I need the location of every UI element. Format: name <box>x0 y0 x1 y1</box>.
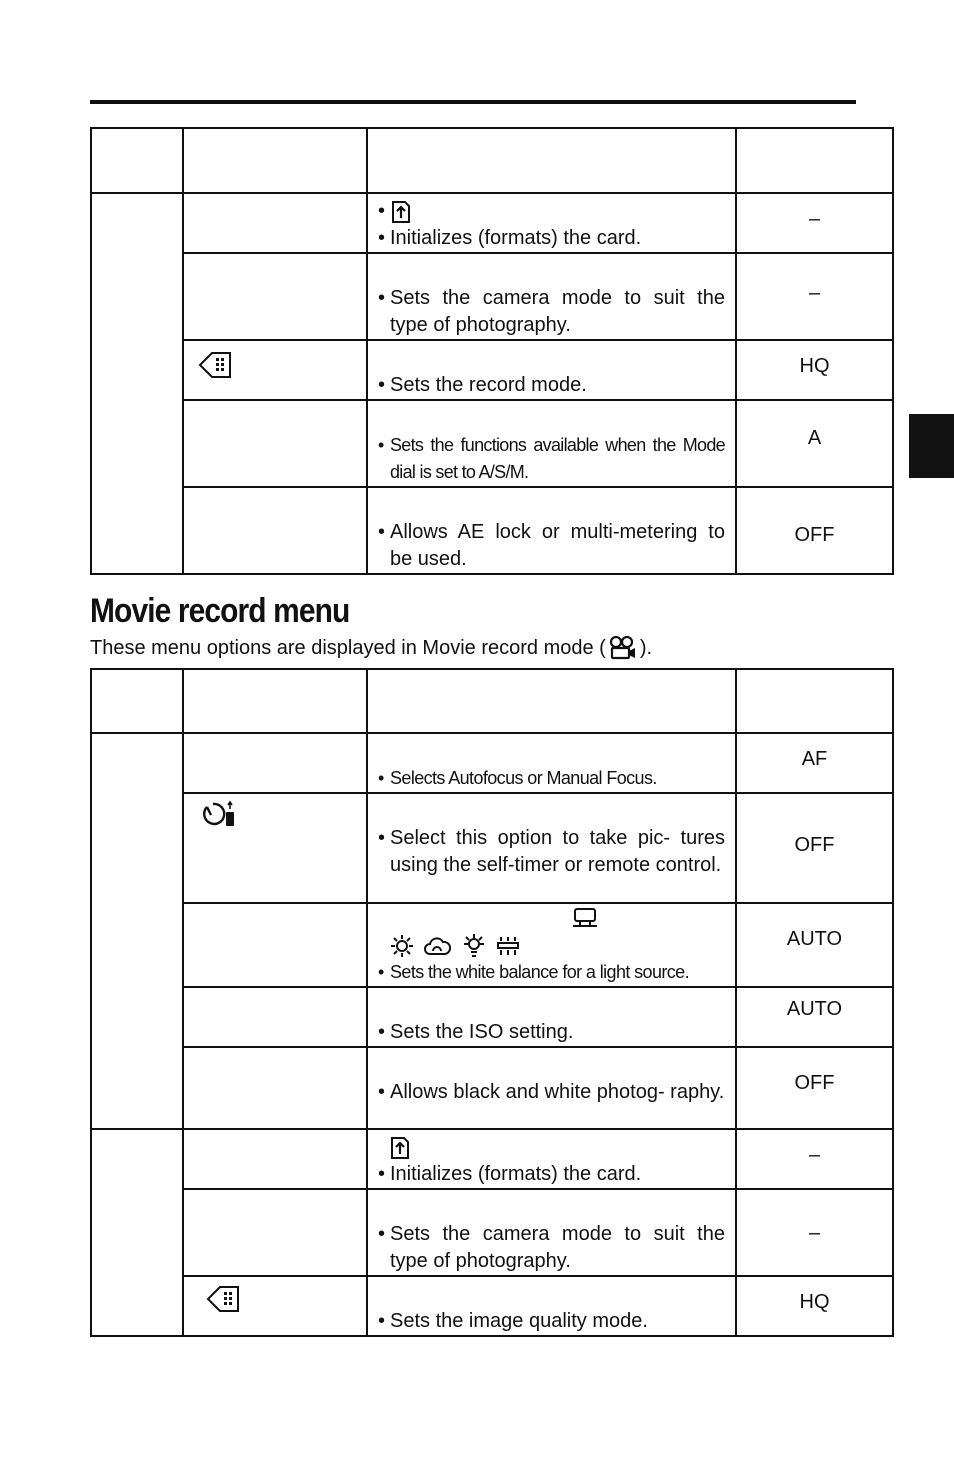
section-title: Movie record menu <box>90 592 350 630</box>
cloud-icon <box>424 935 452 957</box>
row-description: • Selects Autofocus or Manual Focus. <box>378 765 725 792</box>
row-description: • Sets the image quality mode. <box>378 1308 725 1335</box>
table-row <box>91 1129 893 1189</box>
default-value: AUTO <box>736 903 893 987</box>
default-value: AUTO <box>736 987 893 1047</box>
table-row <box>91 987 893 1047</box>
row-description: • Select this option to take pic- tures using the self-timer or remote control. <box>378 825 725 879</box>
menu-table-top <box>90 127 894 575</box>
row-description: • Allows black and white photog- raphy. <box>378 1079 725 1106</box>
menu-group-cell <box>91 1129 183 1336</box>
record-mode-icon <box>206 1285 366 1313</box>
table-header-row <box>91 128 893 193</box>
subtitle-end: ). <box>639 637 653 659</box>
row-description: • Sets the camera mode to suit the type of photography. <box>378 1221 725 1275</box>
table-header-row <box>91 669 893 733</box>
menu-table-movie <box>90 668 894 1337</box>
card-format-icon <box>391 201 411 223</box>
sun-icon <box>390 934 414 958</box>
card-format-icon <box>390 1137 410 1159</box>
table-row <box>91 1189 893 1276</box>
default-value: – <box>736 253 893 340</box>
tungsten-icon <box>462 934 486 958</box>
chapter-tab <box>909 414 954 478</box>
custom-wb-icon <box>572 908 598 928</box>
menu-group-cell <box>91 193 183 574</box>
default-value: A <box>736 400 893 487</box>
row-description: • Initializes (formats) the card. <box>378 1161 725 1188</box>
default-value: OFF <box>736 487 893 574</box>
row-description: • Sets the record mode. <box>378 372 725 399</box>
table-row <box>91 903 893 987</box>
default-value: HQ <box>736 340 893 400</box>
row-description: • Initializes (formats) the card. <box>378 225 725 252</box>
default-value: OFF <box>736 793 893 903</box>
row-description: • Allows AE lock or multi-metering to be used. <box>378 519 725 573</box>
fluorescent-icon <box>496 935 520 957</box>
default-value: – <box>736 193 893 253</box>
self-timer-remote-icon <box>198 800 366 830</box>
menu-group-cell <box>91 733 183 1129</box>
record-mode-icon <box>198 351 366 379</box>
table-row <box>91 340 893 400</box>
row-description: • Sets the functions available when the Mode dial is set to A/S/M. <box>378 432 725 486</box>
table-row <box>91 793 893 903</box>
table-row <box>91 1276 893 1336</box>
table-row <box>91 1047 893 1129</box>
default-value: – <box>736 1129 893 1189</box>
default-value: OFF <box>736 1047 893 1129</box>
table-row <box>91 400 893 487</box>
header-rule <box>90 100 856 104</box>
row-description: • Sets the white balance for a light source. <box>378 959 725 986</box>
row-description: • Sets the camera mode to suit the type of photography. <box>378 285 725 339</box>
row-description: • Sets the ISO setting. <box>378 1019 725 1046</box>
table-row <box>91 733 893 793</box>
section-subtitle <box>90 634 652 662</box>
movie-camera-icon <box>606 636 640 660</box>
table-row: • • Initializes (formats) the card. – <box>91 193 893 253</box>
default-value: AF <box>736 733 893 793</box>
default-value: HQ <box>736 1276 893 1336</box>
subtitle-text: These menu options are displayed in Movie record mode ( <box>90 637 606 659</box>
table-row <box>91 253 893 340</box>
table-row <box>91 487 893 574</box>
default-value: – <box>736 1189 893 1276</box>
